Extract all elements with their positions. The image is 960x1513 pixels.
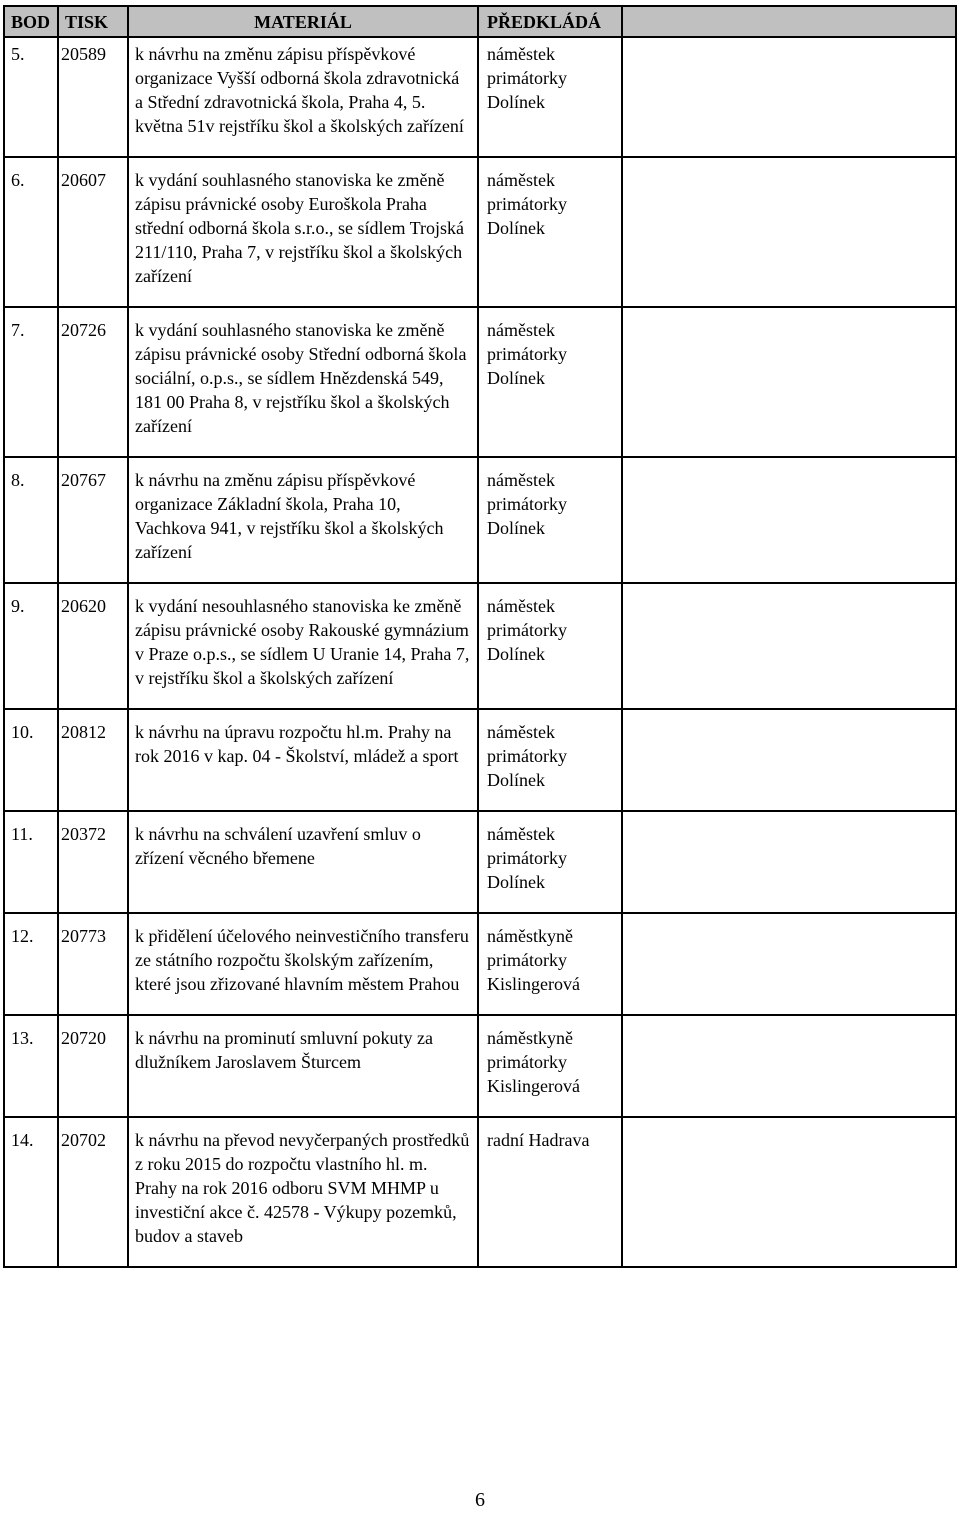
row-empty xyxy=(622,1117,956,1267)
row-empty xyxy=(622,307,956,457)
row-bod: 7. xyxy=(4,307,58,457)
row-predklada xyxy=(478,583,622,709)
row-bod: 9. xyxy=(4,583,58,709)
predklada-line: Dolínek xyxy=(487,872,545,892)
predklada-line: náměstek xyxy=(487,722,555,742)
predklada-line: náměstek xyxy=(487,170,555,190)
row-material: k vydání nesouhlasného stanoviska ke změně zápisu právnické osoby Rakouské gymnázium v Praze o.p.s., se sídlem U Uranie 14, Praha 7, v rejstříku škol a školských zařízení xyxy=(128,583,478,709)
row-empty xyxy=(622,913,956,1015)
table-row xyxy=(4,307,956,457)
row-predklada xyxy=(478,457,622,583)
row-material: k návrhu na převod nevyčerpaných prostředků z roku 2015 do rozpočtu vlastního hl. m. Prahy na rok 2016 odboru SVM MHMP u investiční akce č. 42578 - Výkupy pozemků, budov a staveb xyxy=(128,1117,478,1267)
predklada-line: primátorky xyxy=(487,1052,567,1072)
row-predklada xyxy=(478,307,622,457)
predklada-line: radní Hadrava xyxy=(487,1130,590,1150)
predklada-line: Dolínek xyxy=(487,92,545,112)
table-row xyxy=(4,913,956,1015)
predklada-line: náměstek xyxy=(487,44,555,64)
row-predklada xyxy=(478,709,622,811)
predklada-line: primátorky xyxy=(487,194,567,214)
predklada-line: primátorky xyxy=(487,344,567,364)
predklada-line: primátorky xyxy=(487,68,567,88)
row-tisk: 20726 xyxy=(58,307,128,457)
table-row xyxy=(4,583,956,709)
predklada-line: náměstek xyxy=(487,320,555,340)
row-bod: 5. xyxy=(4,37,58,157)
predklada-line: Dolínek xyxy=(487,770,545,790)
row-material: k návrhu na prominutí smluvní pokuty za dlužníkem Jaroslavem Šturcem xyxy=(128,1015,478,1117)
row-bod: 14. xyxy=(4,1117,58,1267)
predklada-line: primátorky xyxy=(487,746,567,766)
row-tisk: 20767 xyxy=(58,457,128,583)
row-empty xyxy=(622,1015,956,1117)
table-row xyxy=(4,157,956,307)
predklada-line: primátorky xyxy=(487,848,567,868)
predklada-line: primátorky xyxy=(487,950,567,970)
row-tisk: 20620 xyxy=(58,583,128,709)
row-predklada xyxy=(478,913,622,1015)
row-material: k přidělení účelového neinvestičního transferu ze státního rozpočtu školským zařízením, které jsou zřizované hlavním městem Prahou xyxy=(128,913,478,1015)
row-material: k návrhu na úpravu rozpočtu hl.m. Prahy na rok 2016 v kap. 04 - Školství, mládež a sport xyxy=(128,709,478,811)
table-row xyxy=(4,457,956,583)
predklada-line: Dolínek xyxy=(487,518,545,538)
row-empty xyxy=(622,37,956,157)
row-tisk: 20812 xyxy=(58,709,128,811)
predklada-line: náměstkyně xyxy=(487,926,573,946)
row-material: k vydání souhlasného stanoviska ke změně zápisu právnické osoby Střední odborná škola sociální, o.p.s., se sídlem Hnězdenská 549, 181 00 Praha 8, v rejstříku škol a školských zařízení xyxy=(128,307,478,457)
row-bod: 11. xyxy=(4,811,58,913)
predklada-line: náměstkyně xyxy=(487,1028,573,1048)
predklada-line: Dolínek xyxy=(487,368,545,388)
row-tisk: 20607 xyxy=(58,157,128,307)
row-predklada xyxy=(478,811,622,913)
row-bod: 6. xyxy=(4,157,58,307)
row-empty xyxy=(622,157,956,307)
row-tisk: 20589 xyxy=(58,37,128,157)
row-material: k návrhu na změnu zápisu příspěvkové organizace Základní škola, Praha 10, Vachkova 941, v rejstříku škol a školských zařízení xyxy=(128,457,478,583)
predklada-line: primátorky xyxy=(487,494,567,514)
row-empty xyxy=(622,811,956,913)
row-bod: 12. xyxy=(4,913,58,1015)
row-material: k návrhu na změnu zápisu příspěvkové organizace Vyšší odborná škola zdravotnická a Střední zdravotnická škola, Praha 4, 5. května 51v rejstříku škol a školských zařízení xyxy=(128,37,478,157)
table-row xyxy=(4,37,956,157)
table-row xyxy=(4,811,956,913)
agenda-table xyxy=(3,5,957,1268)
row-tisk: 20773 xyxy=(58,913,128,1015)
table-row xyxy=(4,1117,956,1267)
predklada-line: primátorky xyxy=(487,620,567,640)
predklada-line: náměstek xyxy=(487,470,555,490)
row-predklada xyxy=(478,1015,622,1117)
row-tisk: 20720 xyxy=(58,1015,128,1117)
predklada-line: Dolínek xyxy=(487,218,545,238)
header-material: MATERIÁL xyxy=(128,6,478,37)
header-predklada: PŘEDKLÁDÁ xyxy=(478,6,622,37)
row-predklada xyxy=(478,37,622,157)
row-material: k vydání souhlasného stanoviska ke změně zápisu právnické osoby Euroškola Praha střední odborná škola s.r.o., se sídlem Trojská 211/110, Praha 7, v rejstříku škol a školských zařízení xyxy=(128,157,478,307)
row-tisk: 20702 xyxy=(58,1117,128,1267)
row-empty xyxy=(622,709,956,811)
table-row xyxy=(4,709,956,811)
header-row xyxy=(4,6,956,37)
row-tisk: 20372 xyxy=(58,811,128,913)
page-number: 6 xyxy=(475,1489,485,1511)
header-empty xyxy=(622,6,956,37)
header-bod: BOD xyxy=(4,6,58,37)
row-predklada xyxy=(478,1117,622,1267)
predklada-line: Kislingerová xyxy=(487,1076,580,1096)
row-empty xyxy=(622,583,956,709)
predklada-line: náměstek xyxy=(487,596,555,616)
row-bod: 8. xyxy=(4,457,58,583)
row-material: k návrhu na schválení uzavření smluv o zřízení věcného břemene xyxy=(128,811,478,913)
predklada-line: Kislingerová xyxy=(487,974,580,994)
row-bod: 13. xyxy=(4,1015,58,1117)
table-row xyxy=(4,1015,956,1117)
row-predklada xyxy=(478,157,622,307)
header-tisk: TISK xyxy=(58,6,128,37)
predklada-line: náměstek xyxy=(487,824,555,844)
predklada-line: Dolínek xyxy=(487,644,545,664)
row-empty xyxy=(622,457,956,583)
agenda-body xyxy=(4,37,956,1267)
row-bod: 10. xyxy=(4,709,58,811)
